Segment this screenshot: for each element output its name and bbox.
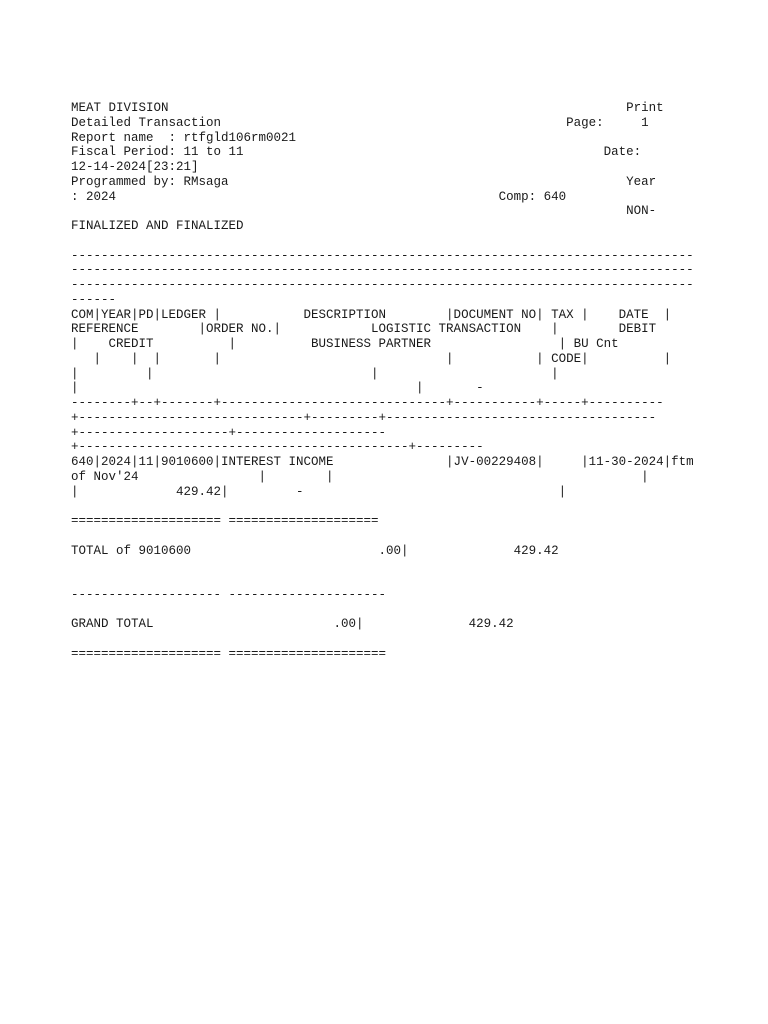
blank-line bbox=[71, 234, 694, 249]
column-header-line: COM|YEAR|PD|LEDGER | DESCRIPTION |DOCUMENT NO| TAX | DATE | bbox=[71, 307, 672, 322]
column-header-line: | | | | | | CODE| | bbox=[71, 351, 672, 366]
separator-line: ----------------------------------------------------------------------------------- bbox=[71, 263, 694, 278]
column-header-line: | | - bbox=[71, 381, 484, 396]
blank-line bbox=[71, 499, 694, 514]
status-line: FINALIZED AND FINALIZED bbox=[71, 219, 244, 233]
blank-line bbox=[71, 558, 694, 573]
ledger-total-line: TOTAL of 9010600 .00| 429.42 bbox=[71, 543, 559, 558]
blank-line bbox=[71, 632, 694, 647]
grand-total-line: GRAND TOTAL .00| 429.42 bbox=[71, 617, 514, 632]
separator-line: +--------------------------------------------+--------- bbox=[71, 440, 484, 455]
separator-line: +--------------------+-------------------- bbox=[71, 425, 387, 440]
separator-line: -------------------- --------------------- bbox=[71, 587, 387, 602]
report-body bbox=[71, 101, 694, 662]
separator-line: ----------------------------------------------------------------------------------- bbox=[71, 248, 694, 263]
separator-line: ------ bbox=[71, 292, 117, 307]
transaction-row-line: of Nov'24 | | | bbox=[71, 469, 649, 484]
fiscal-period-line: Fiscal Period: 11 to 11 Date: bbox=[71, 145, 642, 160]
blank-line bbox=[71, 529, 694, 544]
separator-line: +------------------------------+---------+------------------------------------ bbox=[71, 410, 657, 425]
column-header-line: | CREDIT | BUSINESS PARTNER | BU Cnt bbox=[71, 337, 619, 351]
column-header-line: REFERENCE |ORDER NO.| LOGISTIC TRANSACTION | DEBIT bbox=[71, 322, 657, 337]
report-name-line: Report name : rtfgld106rm0021 bbox=[71, 130, 297, 145]
report-title-line: Detailed Transaction Page: 1 bbox=[71, 115, 649, 130]
blank-line bbox=[71, 573, 694, 588]
year-company-line: : 2024 Comp: 640 bbox=[71, 189, 567, 204]
separator-line: ----------------------------------------------------------------------------------- bbox=[71, 278, 694, 292]
programmed-by-line: Programmed by: RMsaga Year bbox=[71, 174, 657, 189]
division-header-line: MEAT DIVISION Print bbox=[71, 101, 664, 115]
blank-line bbox=[71, 603, 694, 618]
print-date-line: 12-14-2024[23:21] bbox=[71, 160, 199, 174]
transaction-row-line: 640|2024|11|9010600|INTEREST INCOME |JV-00229408| |11-30-2024|ftm bbox=[71, 455, 694, 469]
double-rule-line: ==================== ===================== bbox=[71, 646, 387, 661]
double-rule-line: ==================== ==================== bbox=[71, 514, 379, 528]
column-header-line: | | | | bbox=[71, 366, 559, 381]
status-prefix-line: NON- bbox=[71, 204, 657, 219]
transaction-row-line: | 429.42| - | bbox=[71, 484, 567, 499]
separator-line: --------+--+-------+------------------------------+-----------+-----+---------- bbox=[71, 396, 664, 410]
